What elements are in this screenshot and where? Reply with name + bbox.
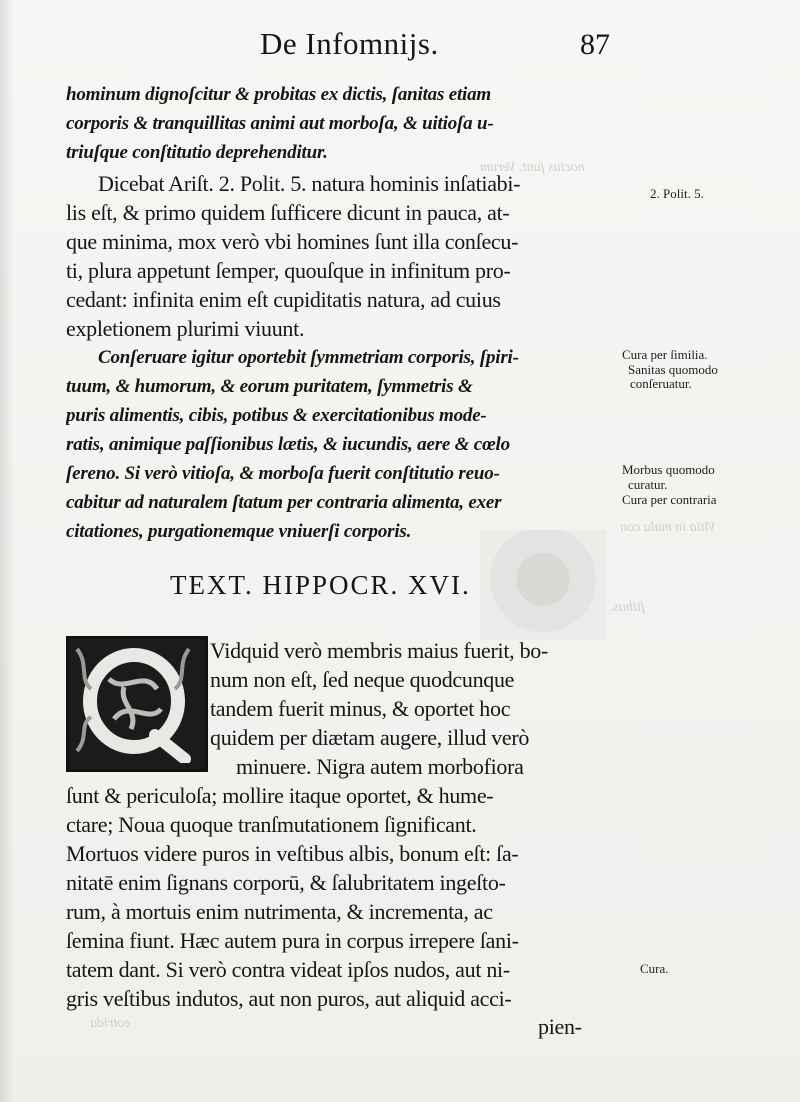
catchword xyxy=(538,1012,618,1041)
text-line: nitatē enim ſignans corporū, & ſalubritatem ingeſto- xyxy=(66,870,506,895)
section-heading: TEXT. HIPPOCR. XVI. xyxy=(170,570,471,600)
text-line: ſereno. Si verò vitioſa, & morboſa fuerit conſtitutio reuo- xyxy=(66,463,500,484)
text-line: triuſque conſtitutio deprehenditur. xyxy=(66,142,328,163)
text-line: hominum dignoſcitur & probitas ex dictis, ſanitas etiam xyxy=(66,84,491,105)
floral-initial-icon xyxy=(69,639,199,763)
margin-note-sanitas-1: Sanitas quomodo xyxy=(628,362,718,377)
running-title: De Infomnijs. xyxy=(260,26,439,61)
text-line: lis eſt, & primo quidem ſufficere dicunt in pauca, at- xyxy=(66,200,510,225)
text-line: rum, à mortuis enim nutrimenta, & incrementa, ac xyxy=(66,899,493,924)
text-line: ſunt & periculoſa; mollire itaque oportet, & hume- xyxy=(66,783,494,808)
faded-ornament xyxy=(480,530,606,640)
text-line: ratis, animique paſſionibus lætis, & iucundis, aere & cœlo xyxy=(66,434,510,455)
show-through-text: eotrida xyxy=(90,1016,131,1031)
text-line: Vidquid verò membris maius fuerit, bo- xyxy=(210,638,548,663)
text-line: tatem dant. Si verò contra videat ipſos nudos, aut ni- xyxy=(66,957,510,982)
decorated-initial-q xyxy=(66,636,208,772)
text-line: corporis & tranquillitas animi aut morboſa, & uitioſa u- xyxy=(66,113,494,134)
paragraph-italic-1 xyxy=(66,80,622,167)
text-line: Dicebat Ariſt. 2. Polit. 5. natura hominis inſatiabi- xyxy=(98,171,521,196)
text-line: tandem fuerit minus, & oportet hoc xyxy=(210,696,511,721)
show-through-text: Vitia in mala con xyxy=(620,520,716,535)
paragraph-italic-2 xyxy=(66,343,622,546)
paragraph-hippocrates xyxy=(66,781,622,1013)
margin-note-morbus-2: curatur. xyxy=(628,477,668,492)
text-line: quidem per diætam augere, illud verò xyxy=(210,725,530,750)
text-line: ſemina fiunt. Hæc autem pura in corpus irrepere ſani- xyxy=(66,928,519,953)
margin-note-cura-contraria: Cura per contraria xyxy=(622,492,717,507)
text-line: minuere. Nigra autem morbofiora xyxy=(236,754,524,779)
text-line: citationes, purgationemque vniuerſi corporis. xyxy=(66,521,412,542)
show-through-text: ſtibus. xyxy=(610,600,645,615)
text-line: Conſeruare igitur oportebit ſymmetriam corporis, ſpiri- xyxy=(98,347,519,368)
text-line: cabitur ad naturalem ſtatum per contraria alimenta, exer xyxy=(66,492,502,513)
margin-note-morbus-1: Morbus quomodo xyxy=(622,462,715,477)
text-line: tuum, & humorum, & eorum puritatem, ſymmetris & xyxy=(66,376,473,397)
page-number: 87 xyxy=(580,28,610,61)
text-line: puris alimentis, cibis, potibus & exercitationibus mode- xyxy=(66,405,487,426)
show-through-text: nocius ſunt. Verum xyxy=(480,160,585,175)
margin-note-polit: 2. Polit. 5. xyxy=(650,186,704,201)
text-line: gris veſtibus indutos, aut non puros, aut aliquid acci- xyxy=(66,986,512,1011)
text-line: que minima, mox verò vbi homines ſunt illa conſecu- xyxy=(66,229,519,254)
margin-note-cura-similia: Cura per ſimilia. xyxy=(622,347,708,362)
margin-note-sanitas-2: conſeruatur. xyxy=(630,376,692,391)
page-header xyxy=(260,26,610,70)
catchword-text: pien- xyxy=(538,1014,582,1039)
text-line: Mortuos videre puros in veſtibus albis, bonum eſt: ſa- xyxy=(66,841,519,866)
text-line: num non eſt, ſed neque quodcunque xyxy=(210,667,515,692)
paragraph-aristotle xyxy=(66,169,622,343)
text-line: ti, plura appetunt ſemper, quouſque in infinitum pro- xyxy=(66,258,511,283)
margin-note-cura: Cura. xyxy=(640,961,669,976)
text-line: expletionem plurimi viuunt. xyxy=(66,316,305,341)
text-line: ctare; Noua quoque tranſmutationem ſignificant. xyxy=(66,812,477,837)
paragraph-hippocrates-indented xyxy=(210,636,622,781)
text-line: cedant: infinita enim eſt cupiditatis natura, ad cuius xyxy=(66,287,501,312)
